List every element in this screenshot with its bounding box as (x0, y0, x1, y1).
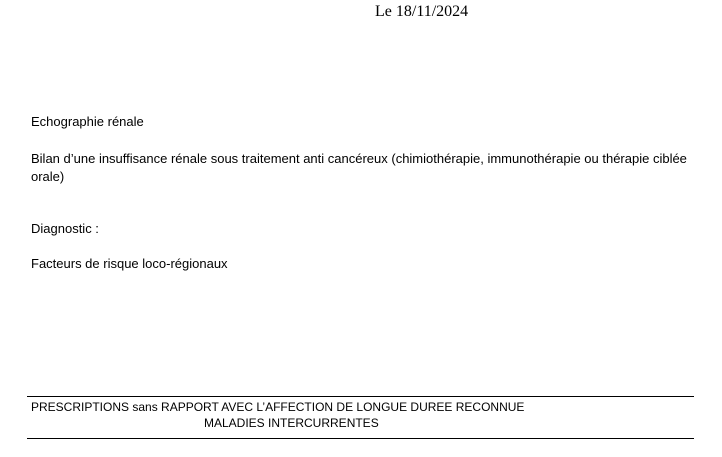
section-bottom-divider (27, 438, 694, 439)
diagnostic-label: Diagnostic : (31, 221, 99, 236)
ald-section-heading: PRESCRIPTIONS sans RAPPORT AVEC L’AFFECTION DE LONGUE DUREE RECONNUE (31, 400, 525, 414)
exam-title: Echographie rénale (31, 114, 144, 129)
ald-section-subheading: MALADIES INTERCURRENTES (204, 416, 379, 430)
prescription-date: Le 18/11/2024 (375, 3, 469, 20)
risk-factors: Facteurs de risque loco-régionaux (31, 256, 228, 271)
section-top-divider (27, 396, 694, 397)
exam-indication: Bilan d’une insuffisance rénale sous traitement anti cancéreux (chimiothérapie, immunothérapie ou thérapie ciblée orale) (31, 151, 687, 184)
